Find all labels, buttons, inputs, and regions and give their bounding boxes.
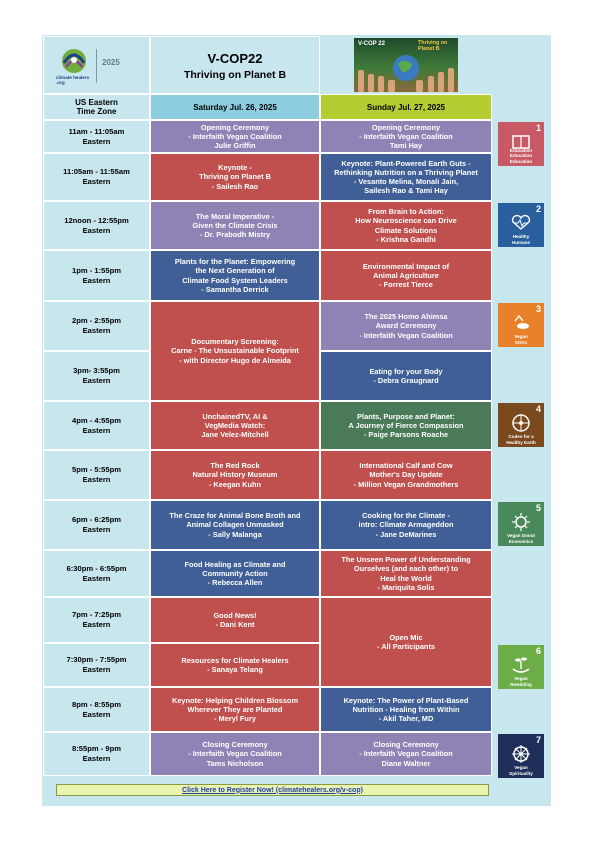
sun-ring-icon: [510, 511, 532, 533]
time-slot: 11am - 11:05am Eastern: [43, 120, 150, 153]
sdg-number: 7: [535, 735, 541, 745]
sdg-label: Vegan Spirituality: [509, 765, 533, 776]
session-sunday: The 2025 Homo Ahimsa Award Ceremony - Interfaith Vegan Coalition: [320, 301, 492, 351]
page-subtitle: Thriving on Planet B: [183, 69, 287, 81]
title-box: [150, 36, 320, 94]
timezone-header: US Eastern Time Zone: [43, 94, 150, 120]
session-sunday: Keynote: The Power of Plant-Based Nutrition - Healing from Within - Akil Taher, MD: [320, 687, 492, 732]
day1-header: Saturday Jul. 26, 2025: [150, 94, 320, 120]
session-sunday: Environmental Impact of Animal Agriculture - Forrest Tierce: [320, 250, 492, 301]
sdg-badge: [498, 734, 544, 778]
session-saturday: The Red Rock Natural History Museum - Keegan Kuhn: [150, 450, 320, 500]
banner-subtitle: Thriving on Planet B: [418, 40, 448, 52]
sdg-label: Codes for a Healthy Earth: [506, 434, 536, 445]
session-saturday: Documentary Screening: Carne - The Unsustainable Footprint - with Director Hugo de Almeida: [150, 301, 320, 401]
sdg-number: 2: [535, 204, 541, 214]
session-sunday: Cooking for the Climate - intro: Climate Armageddon - Jane DeMarines: [320, 500, 492, 550]
time-slot: 2pm - 2:55pm Eastern: [43, 301, 150, 351]
sdg-label: Healthy Humans: [511, 234, 531, 245]
time-slot: 6:30pm - 6:55pm Eastern: [43, 550, 150, 597]
heart-pulse-icon: [510, 212, 532, 234]
session-sunday: Eating for your Body - Debra Graugnard: [320, 351, 492, 401]
sdg-badge: [498, 502, 544, 546]
session-sunday: The Unseen Power of Understanding Ourselves (and each other) to Heal the World - Mariquita Solis: [320, 550, 492, 597]
sdg-number: 5: [535, 503, 541, 513]
schedule-page: [42, 35, 551, 806]
session-saturday: The Moral Imperative - Given the Climate Crisis - Dr. Prabodh Mistry: [150, 201, 320, 250]
session-saturday: Plants for the Planet: Empowering the Next Generation of Climate Food System Leaders - Samantha Derrick: [150, 250, 320, 301]
sdg-badge: [498, 203, 544, 247]
sdg-number: 6: [535, 646, 541, 656]
sdg-number: 4: [535, 404, 541, 414]
session-sunday: Keynote: Plant-Powered Earth Guts - Rethinking Nutrition on a Thriving Planet - Vesanto Melina, Monali Jain, Sailesh Rao & Tami Hay: [320, 153, 492, 201]
session-saturday: Good News! - Dani Kent: [150, 597, 320, 643]
session-saturday: Keynote: Helping Children Blossom Wherever They are Planted - Meryl Fury: [150, 687, 320, 732]
session-saturday: Food Healing as Climate and Community Action - Rebecca Allen: [150, 550, 320, 597]
footer-bar: [56, 784, 489, 796]
day2-header: Sunday Jul. 27, 2025: [320, 94, 492, 120]
org-name: climate healers .org: [56, 75, 90, 86]
time-slot: 5pm - 5:55pm Eastern: [43, 450, 150, 500]
gap-column: [492, 120, 498, 776]
time-slot: 12noon - 12:55pm Eastern: [43, 201, 150, 250]
banner-title: V-COP 22: [358, 41, 385, 47]
session-saturday: Resources for Climate Healers - Sanaya Telang: [150, 643, 320, 687]
sdg-badge: [498, 122, 544, 166]
banner-image: [354, 38, 458, 92]
time-slot: 3pm- 3:55pm Eastern: [43, 351, 150, 401]
dharma-wheel-icon: [510, 743, 532, 765]
sdg-badge: [498, 645, 544, 689]
time-slot: 7pm - 7:25pm Eastern: [43, 597, 150, 643]
sdg-badge: [498, 403, 544, 447]
year-tag: 2025: [102, 58, 120, 67]
session-saturday: Opening Ceremony - Interfaith Vegan Coalition Julie Griffin: [150, 120, 320, 153]
logo-box: [43, 36, 150, 94]
session-saturday: Closing Ceremony - Interfaith Vegan Coalition Tams Nicholson: [150, 732, 320, 776]
session-saturday: UnchainedTV, AI & VegMedia Watch: Jane Velez-Mitchell: [150, 401, 320, 450]
session-saturday: Keynote - Thriving on Planet B - Sailesh Rao: [150, 153, 320, 201]
session-sunday: Plants, Purpose and Planet: A Journey of Fierce Compassion - Paige Parsons Roache: [320, 401, 492, 450]
session-sunday: From Brain to Action: How Neuroscience can Drive Climate Solutions - Krishna Gandhi: [320, 201, 492, 250]
sdg-label: Education Education Education: [509, 148, 533, 164]
time-slot: 7:30pm - 7:55pm Eastern: [43, 643, 150, 687]
register-link[interactable]: Click Here to Register Now! (climatehealers.org/v-cop): [182, 786, 363, 794]
time-slot: 1pm - 1:55pm Eastern: [43, 250, 150, 301]
session-saturday: The Craze for Animal Bone Broth and Animal Collagen Unmasked - Sally Malanga: [150, 500, 320, 550]
session-sunday: International Calf and Cow Mother's Day Update - Million Vegan Grandmothers: [320, 450, 492, 500]
sdg-label: Vegan Donut Economics: [506, 533, 536, 544]
time-slot: 8:55pm - 9pm Eastern: [43, 732, 150, 776]
session-sunday: Closing Ceremony - Interfaith Vegan Coalition Diane Waltner: [320, 732, 492, 776]
sdg-label: Vegan Rewilding: [510, 676, 532, 687]
sdg-badge: [498, 303, 544, 347]
sdg-number: 1: [535, 123, 541, 133]
wheel-icon: [510, 412, 532, 434]
time-slot: 11:05am - 11:55am Eastern: [43, 153, 150, 201]
fish-plant-icon: [510, 312, 532, 334]
hands-sprout-icon: [510, 654, 532, 676]
time-slot: 4pm - 4:55pm Eastern: [43, 401, 150, 450]
time-slot: 6pm - 6:25pm Eastern: [43, 500, 150, 550]
session-sunday: Opening Ceremony - Interfaith Vegan Coalition Tami Hay: [320, 120, 492, 153]
sdg-number: 3: [535, 304, 541, 314]
page-title: V-COP22: [207, 51, 263, 66]
sdg-label: Vegan SDGs: [514, 334, 528, 345]
time-slot: 8pm - 8:55pm Eastern: [43, 687, 150, 732]
session-sunday: Open Mic - All Participants: [320, 597, 492, 687]
